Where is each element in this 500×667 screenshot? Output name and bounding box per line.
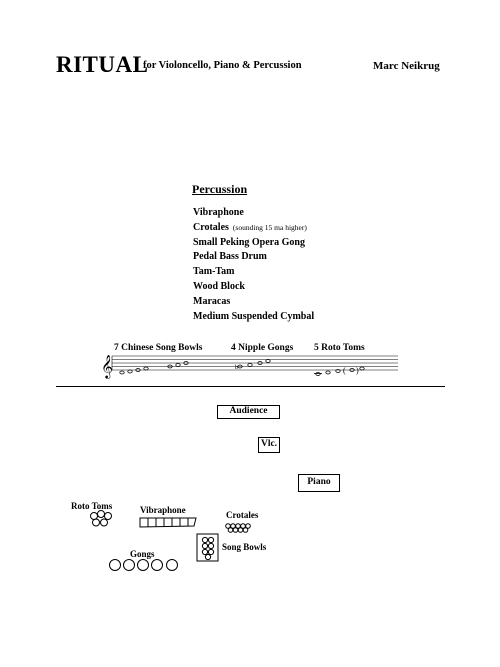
staff-label-song-bowls: 7 Chinese Song Bowls [114, 343, 203, 353]
piece-title: RITUAL [56, 52, 149, 77]
treble-clef-icon [101, 354, 113, 379]
instrument-list [193, 206, 314, 324]
svg-text:𝄞: 𝄞 [101, 354, 113, 378]
composer-name: Marc Neikrug [373, 60, 440, 72]
svg-text:b: b [235, 365, 238, 371]
cello-box: Vlc. [258, 437, 280, 453]
svg-text:): ) [356, 366, 359, 375]
audience-box: Audience [217, 405, 280, 419]
section-divider [56, 386, 445, 387]
instrument-name: Vibraphone [193, 207, 244, 218]
instrument-name: Medium Suspended Cymbal [193, 310, 315, 322]
song-bowl-notes [120, 362, 188, 375]
instrument-item [193, 310, 314, 325]
piece-subtitle: for Violoncello, Piano & Percussion [143, 60, 302, 71]
instrument-name: Tam-Tam [193, 266, 235, 278]
instrument-note: (sounding 15 ma higher) [232, 222, 307, 232]
instrument-item [193, 206, 314, 221]
roto-toms-label: Roto Toms [71, 501, 113, 511]
nipple-gong-notes [235, 360, 270, 372]
staff-label-roto-toms: 5 Roto Toms [314, 343, 365, 353]
vibraphone-label: Vibraphone [140, 505, 186, 515]
instrument-item [193, 280, 314, 295]
song-bowls-label: Song Bowls [222, 542, 267, 552]
crotales-label: Crotales [226, 510, 259, 520]
music-staff [100, 348, 400, 380]
instrument-item [193, 295, 314, 310]
instrument-name: Small Peking Opera Gong [193, 236, 305, 248]
gongs-icon [110, 560, 178, 571]
crotales-icon [226, 524, 251, 533]
gongs-label: Gongs [130, 549, 155, 559]
instrument-item [193, 265, 314, 280]
svg-text:(: ( [343, 366, 346, 375]
percussion-heading: Percussion [192, 182, 248, 196]
roto-toms-icon [91, 511, 112, 527]
instrument-item [193, 250, 314, 265]
vibraphone-icon [140, 518, 196, 527]
instrument-name: Crotales [193, 221, 229, 233]
instrument-item [193, 221, 314, 236]
instrument-name: Pedal Bass Drum [193, 251, 267, 263]
song-bowls-icon [197, 534, 218, 561]
instrument-item [193, 236, 314, 251]
instrument-name: Wood Block [193, 280, 245, 292]
staff-label-nipple-gongs: 4 Nipple Gongs [231, 343, 294, 353]
piano-box: Piano [298, 474, 340, 492]
instrument-name: Maracas [193, 295, 231, 307]
roto-tom-notes [314, 366, 364, 376]
